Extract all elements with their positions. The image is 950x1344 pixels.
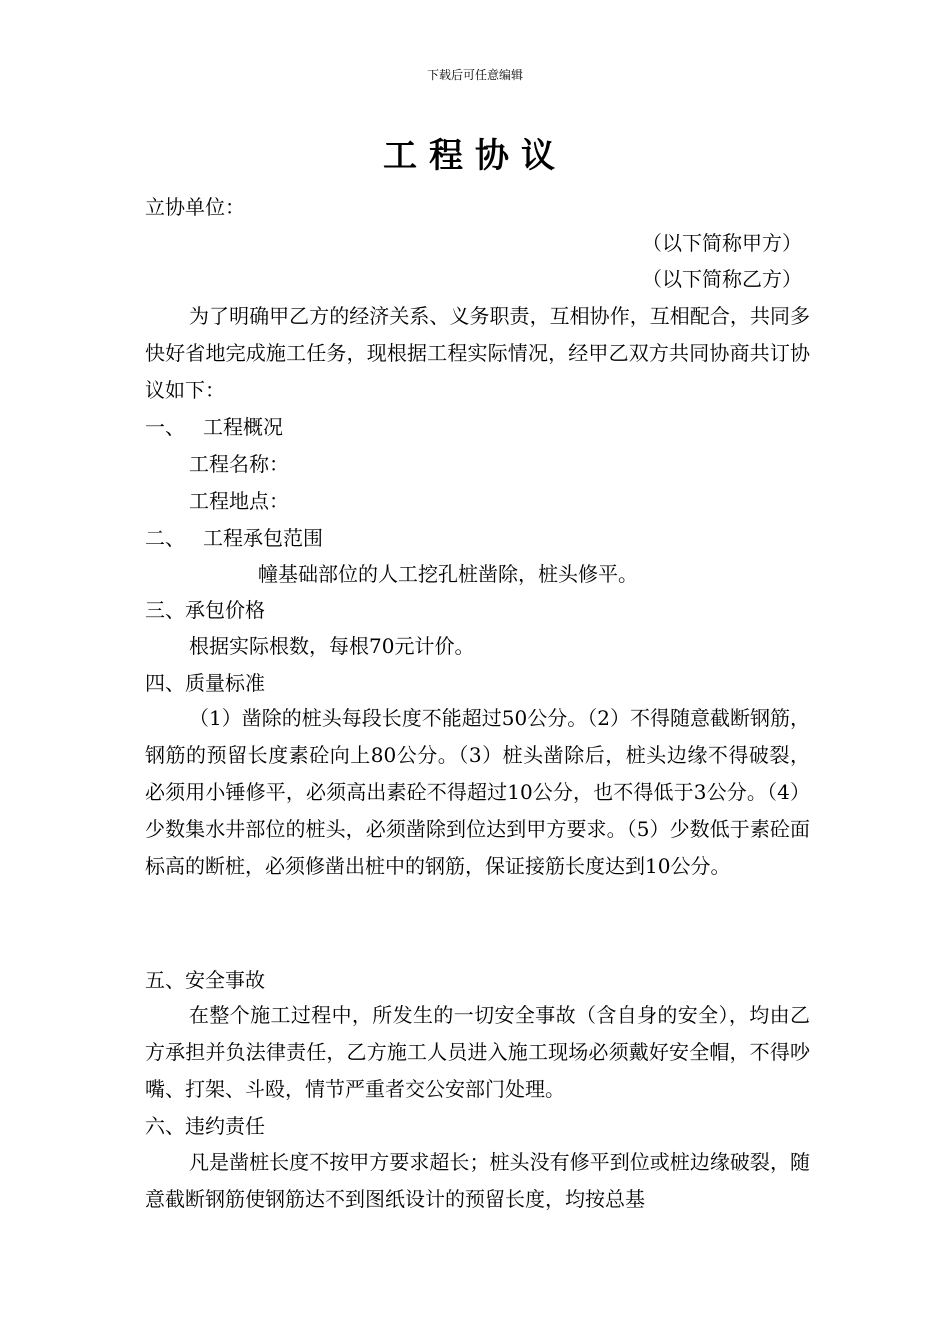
intro-paragraph: 为了明确甲乙方的经济关系、义务职责，互相协作，互相配合，共同多快好省地完成施工任务，现根据工程实际情况，经甲乙双方共同协商共订协议如下： (145, 304, 810, 402)
section-5-content: 在整个施工过程中，所发生的一切安全事故（含自身的安全），均由乙方承担并负法律责任，乙方施工人员进入施工现场必须戴好安全帽，不得吵嘴、打架、斗殴，情节严重者交公安部门处理。 (145, 1003, 810, 1101)
section-2-number: 二、 (145, 526, 185, 550)
header-note: 下载后可任意编辑 (426, 68, 523, 82)
section-6-content: 凡是凿桩长度不按甲方要求超长；桩头没有修平到位或桩边缘破裂，随意截断钢筋使钢筋达不到图纸设计的预留长度，均按总基 (145, 1150, 810, 1211)
party-b-note: （以下简称乙方） (642, 267, 802, 291)
section-5-heading: 五、安全事故 (145, 968, 265, 992)
section-4-content: （1）凿除的桩头每段长度不能超过50公分。（2）不得随意截断钢筋，钢筋的预留长度素砼向上80公分。（3）桩头凿除后，桩头边缘不得破裂，必须用小锤修平，必须高出素砼不得超过10公分，也不得低于3公分。（4）少数集水井部位的桩头，必须凿除到位达到甲方要求。（5）少数低于素砼面标高的断桩，必须修凿出桩中的钢筋，保证接筋长度达到10公分。 (145, 706, 810, 878)
section-3-heading: 三、承包价格 (145, 598, 265, 622)
section-3-content: 根据实际根数，每根70元计价。 (189, 634, 475, 658)
section-1-title: 工程概况 (203, 415, 283, 439)
parties-label: 立协单位： (145, 195, 245, 219)
section-4-heading: 四、质量标准 (145, 671, 265, 695)
section-1-heading (145, 414, 283, 440)
project-name-label: 工程名称： (189, 452, 289, 476)
section-2-heading (145, 525, 323, 551)
project-location-label: 工程地点： (189, 489, 289, 513)
section-2-title: 工程承包范围 (203, 526, 323, 550)
document-title: 工程协议 (383, 136, 567, 176)
section-1-number: 一、 (145, 415, 185, 439)
section-2-content: 幢基础部位的人工挖孔桩凿除，桩头修平。 (258, 562, 638, 586)
section-6-heading: 六、违约责任 (145, 1114, 265, 1138)
party-a-note: （以下简称甲方） (642, 231, 802, 255)
